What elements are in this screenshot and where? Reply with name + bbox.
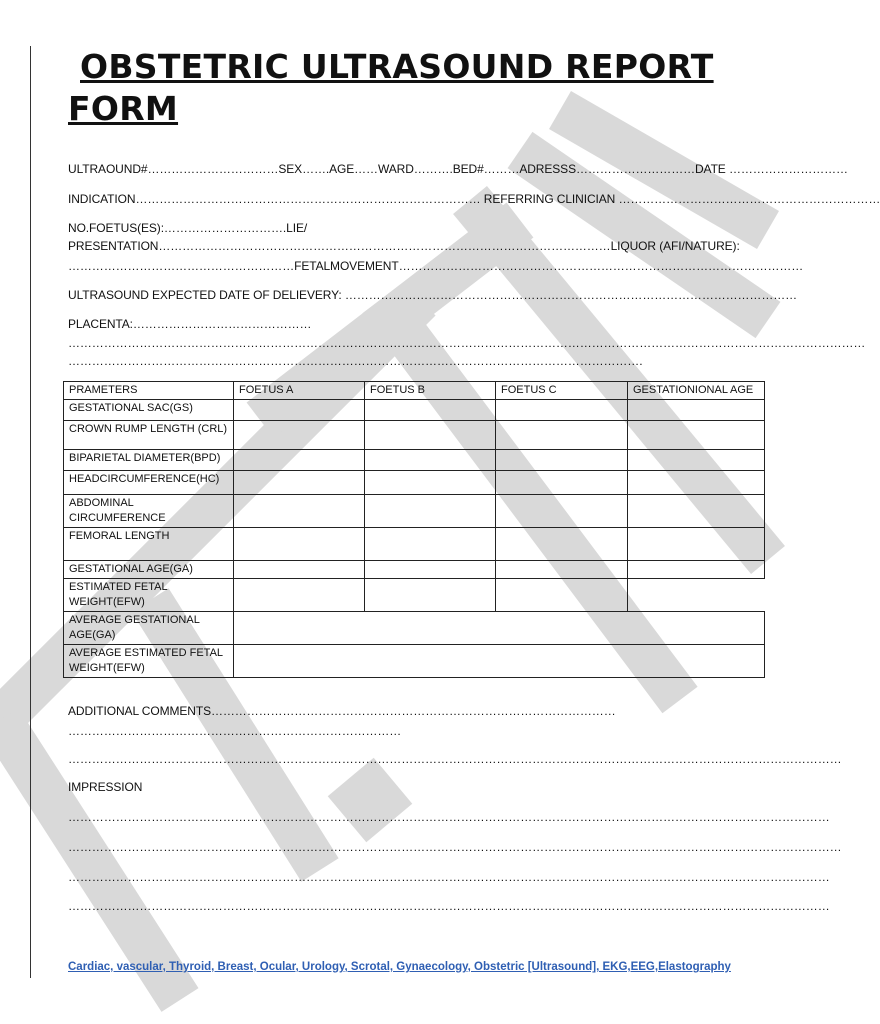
header-gestational-age: GESTATIONIONAL AGE (628, 382, 765, 400)
indication-line[interactable]: INDICATION…………………………………………………………………………… REFERRING CLINICIAN ………………………………………………………… (68, 192, 880, 206)
header-foetus-c: FOETUS C (496, 382, 628, 400)
row-label: FEMORAL LENGTH (64, 528, 234, 561)
cell-foetus-b[interactable] (365, 579, 496, 612)
table-row (64, 528, 765, 561)
cell-foetus-c[interactable] (496, 528, 628, 561)
margin-line (30, 46, 31, 978)
cell-foetus-c[interactable] (496, 450, 628, 471)
cell-gestational-age[interactable] (628, 450, 765, 471)
services-link[interactable]: Cardiac, vascular, Thyroid, Breast, Ocular, Urology, Scrotal, Gynaecology, Obstetric [Ultrasound], EKG,EEG,Elastography (68, 961, 731, 973)
placenta-continuation-1[interactable]: ………………………………………………………………………………………………………………………………………………………………………………… (68, 336, 866, 350)
cell-foetus-c[interactable] (496, 579, 628, 612)
cell-gestational-age[interactable] (628, 561, 765, 579)
row-label: GESTATIONAL AGE(GA) (64, 561, 234, 579)
header-foetus-a: FOETUS A (234, 382, 365, 400)
row-label: BIPARIETAL DIAMETER(BPD) (64, 450, 234, 471)
cell-foetus-a[interactable] (234, 471, 365, 495)
impression-line[interactable]: ………………………………………………………………………………………………………………………………………………………………………… (68, 870, 830, 884)
cell-foetus-a[interactable] (234, 495, 365, 528)
cell-foetus-c[interactable] (496, 495, 628, 528)
additional-comments-line[interactable]: ADDITIONAL COMMENTS………………………………………………………………………………………… (68, 704, 616, 718)
cell-foetus-a[interactable] (234, 579, 365, 612)
title-line-1: OBSTETRIC ULTRASOUND REPORT (80, 47, 714, 86)
summary-value-cell[interactable] (234, 645, 765, 678)
row-label: HEADCIRCUMFERENCE(HC) (64, 471, 234, 495)
row-label: GESTATIONAL SAC(GS) (64, 400, 234, 421)
cell-foetus-a[interactable] (234, 421, 365, 450)
cell-foetus-a[interactable] (234, 528, 365, 561)
placenta-continuation-2[interactable]: ………………………………………………………………………………………………………………………………. (68, 354, 643, 368)
cell-gestational-age[interactable] (628, 579, 765, 612)
header-parameters: PRAMETERS (64, 382, 234, 400)
cell-foetus-b[interactable] (365, 495, 496, 528)
cell-gestational-age[interactable] (628, 495, 765, 528)
cell-foetus-c[interactable] (496, 561, 628, 579)
cell-gestational-age[interactable] (628, 421, 765, 450)
table-row (64, 471, 765, 495)
parameters-table (63, 381, 765, 678)
table-row (64, 495, 765, 528)
table-row (64, 561, 765, 579)
cell-foetus-b[interactable] (365, 561, 496, 579)
row-label: ABDOMINAL CIRCUMFERENCE (64, 495, 234, 528)
cell-gestational-age[interactable] (628, 471, 765, 495)
foetus-count-line[interactable]: NO.FOETUS(ES):………………………….LIE/ (68, 221, 308, 235)
table-header-row (64, 382, 765, 400)
comments-line-3[interactable]: …………………………………………………………………………………………………………………………………………………………………………… (68, 752, 842, 766)
expected-delivery-line[interactable]: ULTRASOUND EXPECTED DATE OF DELIEVERY: …………………………………………………………………………………………………… (68, 288, 798, 302)
cell-gestational-age[interactable] (628, 528, 765, 561)
table-row (64, 450, 765, 471)
impression-label: IMPRESSION (68, 780, 143, 794)
summary-value-cell[interactable] (234, 612, 765, 645)
cell-foetus-a[interactable] (234, 400, 365, 421)
cell-gestational-age[interactable] (628, 400, 765, 421)
cell-foetus-a[interactable] (234, 561, 365, 579)
placenta-line[interactable]: PLACENTA:……………………………………… (68, 317, 312, 331)
fetal-movement-line[interactable]: …………………………………………………FETALMOVEMENT………………………………………………………………………………………… (68, 259, 804, 273)
cell-foetus-c[interactable] (496, 421, 628, 450)
cell-foetus-b[interactable] (365, 421, 496, 450)
table-row (64, 421, 765, 450)
row-label: CROWN RUMP LENGTH (CRL) (64, 421, 234, 450)
table-summary-row (64, 645, 765, 678)
cell-foetus-b[interactable] (365, 471, 496, 495)
presentation-line[interactable]: PRESENTATION……………………………………………………………………………………………………LIQUOR (AFI/NATURE): (68, 239, 740, 253)
page-title (68, 46, 758, 130)
title-line-2: FORM (68, 89, 179, 128)
impression-line[interactable]: …………………………………………………………………………………………………………………………………………………………………………… (68, 840, 842, 854)
impression-line[interactable]: ………………………………………………………………………………………………………………………………………………………………………… (68, 810, 830, 824)
row-label: ESTIMATED FETAL WEIGHT(EFW) (64, 579, 234, 612)
table-row (64, 400, 765, 421)
cell-foetus-c[interactable] (496, 471, 628, 495)
table-row (64, 579, 765, 612)
cell-foetus-b[interactable] (365, 450, 496, 471)
comments-line-2[interactable]: ………………………………………………………………………… (68, 724, 402, 738)
cell-foetus-b[interactable] (365, 528, 496, 561)
patient-info-line[interactable]: ULTRAOUND#……………………………SEX…….AGE……WARD……….BED#………ADRESSS…………………………DATE ………………………… (68, 162, 848, 176)
cell-foetus-a[interactable] (234, 450, 365, 471)
cell-foetus-b[interactable] (365, 400, 496, 421)
cell-foetus-c[interactable] (496, 400, 628, 421)
summary-label: AVERAGE GESTATIONAL AGE(GA) (64, 612, 234, 645)
summary-label: AVERAGE ESTIMATED FETAL WEIGHT(EFW) (64, 645, 234, 678)
impression-line[interactable]: ………………………………………………………………………………………………………………………………………………………………………… (68, 899, 830, 913)
header-foetus-b: FOETUS B (365, 382, 496, 400)
table-summary-row (64, 612, 765, 645)
